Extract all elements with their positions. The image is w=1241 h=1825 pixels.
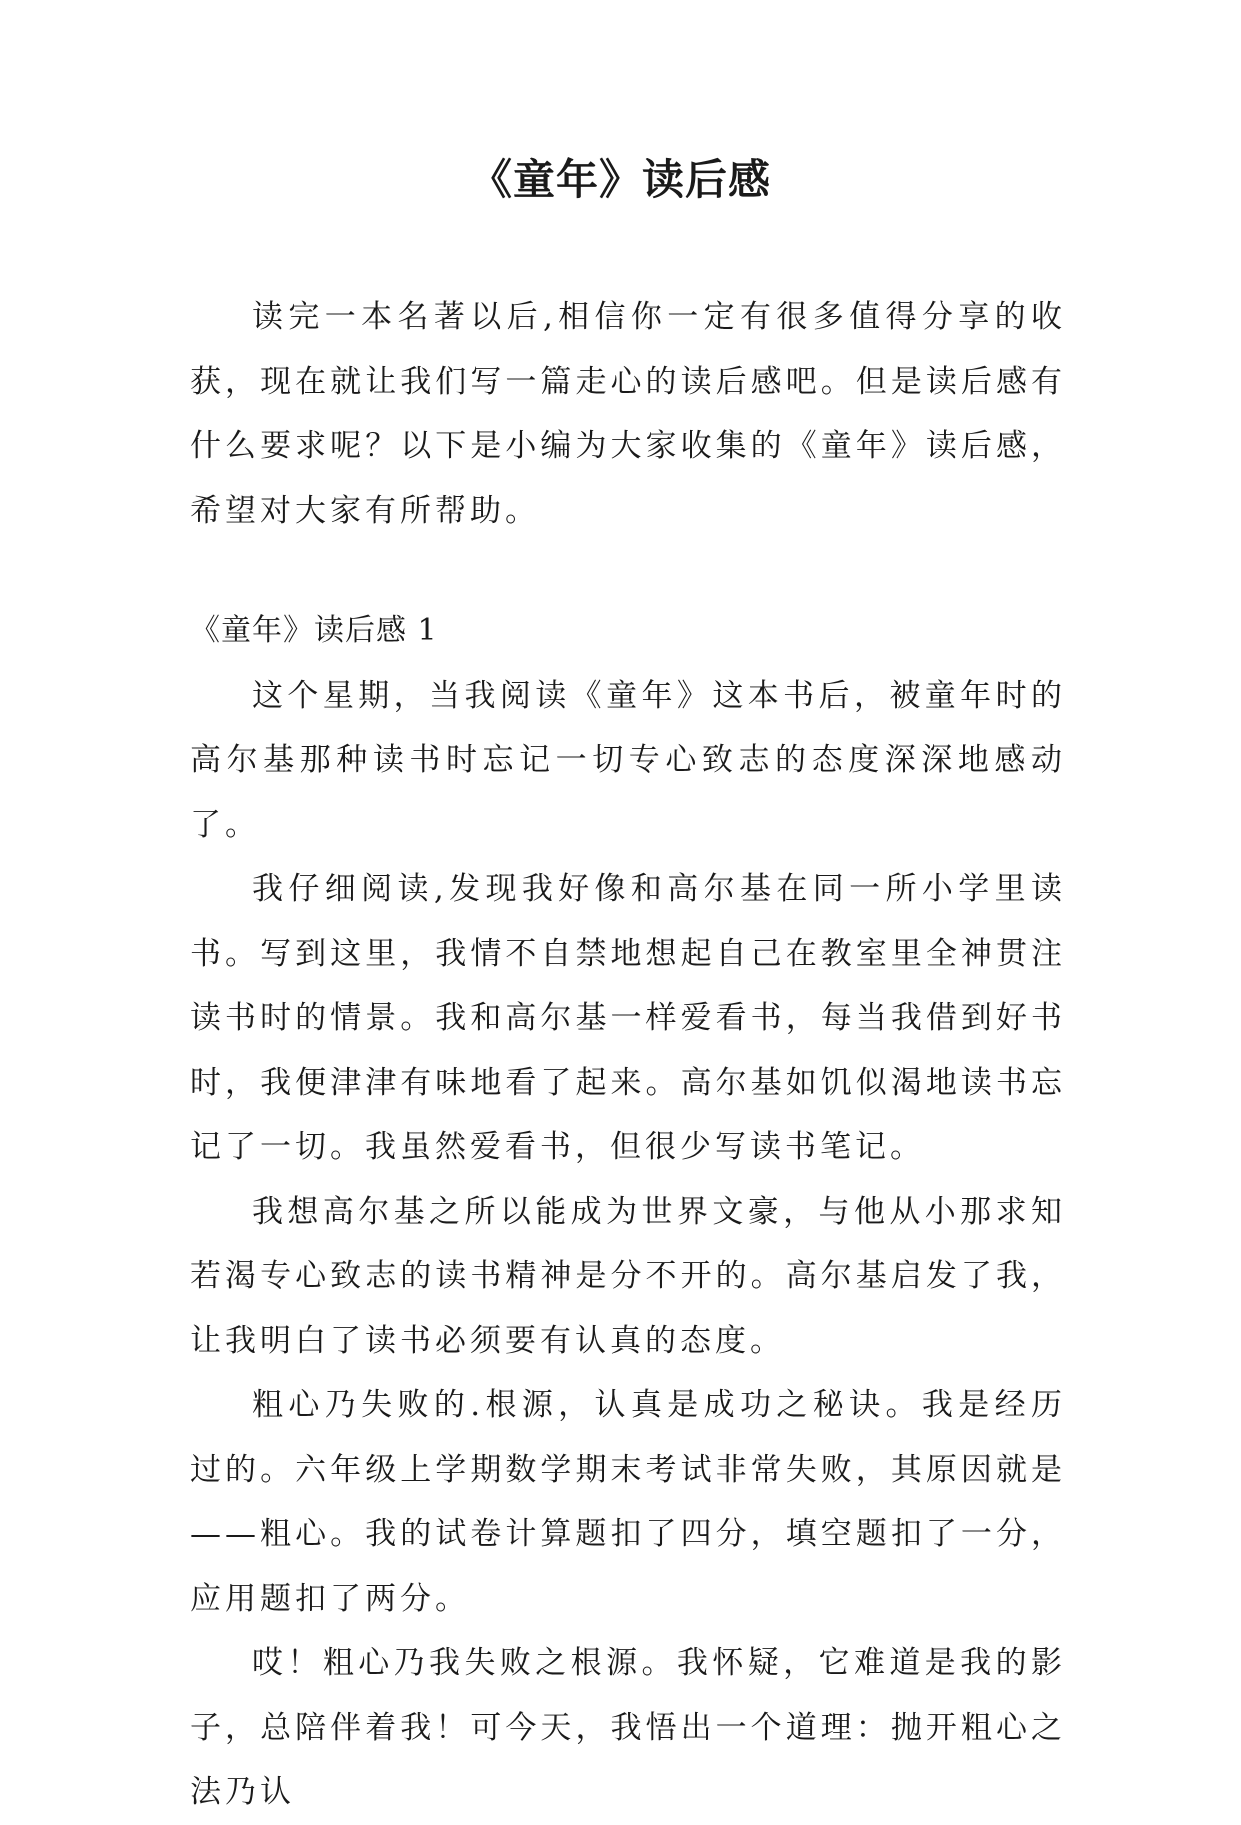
intro-paragraph: 读完一本名著以后,相信你一定有很多值得分享的收获，现在就让我们写一篇走心的读后感吧。但是读后感有什么要求呢？以下是小编为大家收集的《童年》读后感，希望对大家有所帮助。 — [190, 299, 1066, 529]
document-body — [190, 285, 1066, 1825]
document-title: 《童年》读后感 — [469, 155, 771, 204]
body-paragraph: 我仔细阅读,发现我好像和高尔基在同一所小学里读书。写到这里，我情不自禁地想起自己在教室里全神贯注读书时的情景。我和高尔基一样爱看书，每当我借到好书时，我便津津有味地看了起来。高尔基如饥似渴地读书忘记了一切。我虽然爱看书，但很少写读书笔记。 — [190, 871, 1066, 1165]
body-paragraph: 哎！粗心乃我失败之根源。我怀疑，它难道是我的影子，总陪伴着我！可今天，我悟出一个道理：抛开粗心之法乃认 — [190, 1645, 1066, 1810]
body-paragraph: 这个星期，当我阅读《童年》这本书后，被童年时的高尔基那种读书时忘记一切专心致志的态度深深地感动了。 — [190, 677, 1066, 843]
body-paragraph: 我想高尔基之所以能成为世界文豪，与他从小那求知若渴专心致志的读书精神是分不开的。高尔基启发了我，让我明白了读书必须要有认真的态度。 — [190, 1193, 1066, 1359]
body-paragraph: 粗心乃失败的.根源，认真是成功之秘诀。我是经历过的。六年级上学期数学期末考试非常失败，其原因就是——粗心。我的试卷计算题扣了四分，填空题扣了一分，应用题扣了两分。 — [190, 1387, 1066, 1617]
section-heading: 《童年》读后感 1 — [190, 613, 438, 648]
